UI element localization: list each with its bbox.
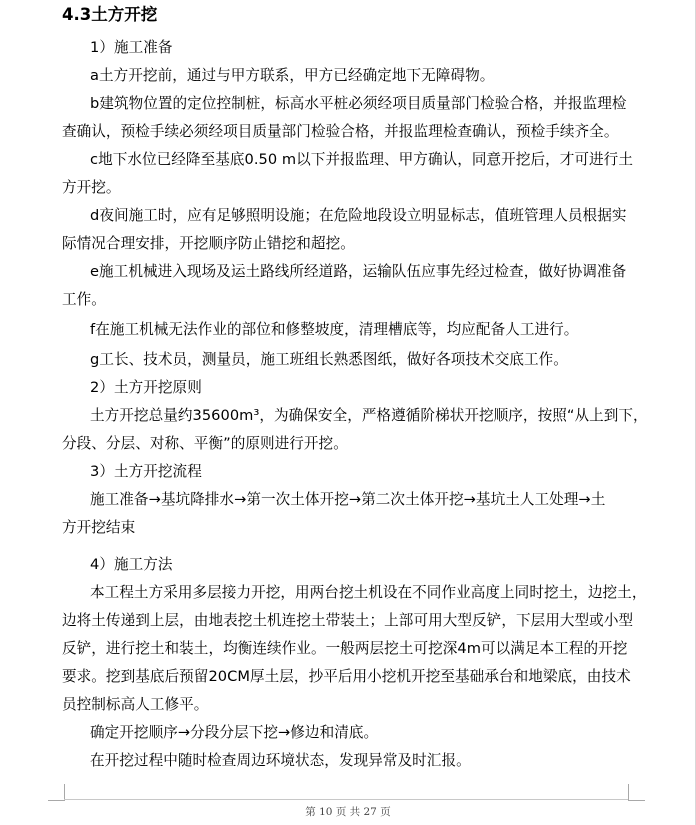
paragraph-line: 工作。: [62, 291, 106, 308]
paragraph-line: c地下水位已经降至基底0.50 m以下并报监理、甲方确认，同意开挖后，才可进行土: [90, 151, 633, 168]
page-footer: [0, 784, 696, 824]
paragraph-line: 分段、分层、对称、平衡”的原则进行开挖。: [62, 435, 348, 452]
paragraph-line: 本工程土方采用多层接力开挖，用两台挖土机设在不同作业高度上同时挖土，边挖土，: [90, 584, 647, 601]
paragraph-line: 确定开挖顺序→分段分层下挖→修边和清底。: [90, 724, 379, 741]
margin-corner-mark: [628, 784, 645, 801]
subsection-title-flow: 3）土方开挖流程: [90, 463, 202, 480]
paragraph-line: 方开挖。: [62, 179, 121, 196]
paragraph-line: a土方开挖前，通过与甲方联系，甲方已经确定地下无障碍物。: [90, 67, 495, 84]
paragraph-line: 查确认，预检手续必须经项目质量部门检验合格，并报监理检查确认，预检手续齐全。: [62, 123, 619, 140]
paragraph-line: 土方开挖总量约35600m³，为确保安全，严格遵循阶梯状开挖顺序，按照“从上到下，: [90, 407, 648, 424]
subsection-title-prep: 1）施工准备: [90, 39, 173, 56]
section-heading: 4.3土方开挖: [62, 5, 158, 24]
paragraph-line: 在开挖过程中随时检查周边环境状态，发现异常及时汇报。: [90, 752, 471, 769]
page-number: 第 10 页 共 27 页: [305, 806, 391, 818]
paragraph-line: e施工机械进入现场及运土路线所经道路，运输队伍应事先经过检查，做好协调准备: [90, 263, 627, 280]
subsection-title-method: 4）施工方法: [90, 556, 173, 573]
paragraph-line: 方开挖结束: [62, 519, 136, 536]
subsection-title-principle: 2）土方开挖原则: [90, 379, 202, 396]
margin-corner-mark: [48, 784, 65, 801]
footer-rule: [64, 799, 628, 800]
paragraph-line: f在施工机械无法作业的部位和修整坡度，清理槽底等，均应配备人工进行。: [90, 321, 579, 338]
paragraph-line: 反铲，进行挖土和装土，均衡连续作业。一般两层挖土可挖深4m可以满足本工程的开挖: [62, 640, 628, 657]
paragraph-line: 边将土传递到上层，由地表挖土机连挖土带装土；上部可用大型反铲，下层用大型或小型: [62, 612, 634, 629]
paragraph-line: 际情况合理安排，开挖顺序防止错挖和超挖。: [62, 235, 355, 252]
paragraph-line: g工长、技术员，测量员，施工班组长熟悉图纸，做好各项技术交底工作。: [90, 351, 568, 368]
paragraph-line: 施工准备→基坑降排水→第一次土体开挖→第二次土体开挖→基坑土人工处理→土: [90, 491, 606, 508]
paragraph-line: b建筑物位置的定位控制桩，标高水平桩必须经项目质量部门检验合格，并报监理检: [90, 95, 627, 112]
paragraph-line: d夜间施工时，应有足够照明设施；在危险地段设立明显标志，值班管理人员根据实: [90, 207, 627, 224]
paragraph-line: 员控制标高人工修平。: [62, 696, 209, 713]
paragraph-line: 要求。挖到基底后预留20CM厚土层，抄平后用小挖机开挖至基础承台和地梁底，由技术: [62, 668, 631, 685]
